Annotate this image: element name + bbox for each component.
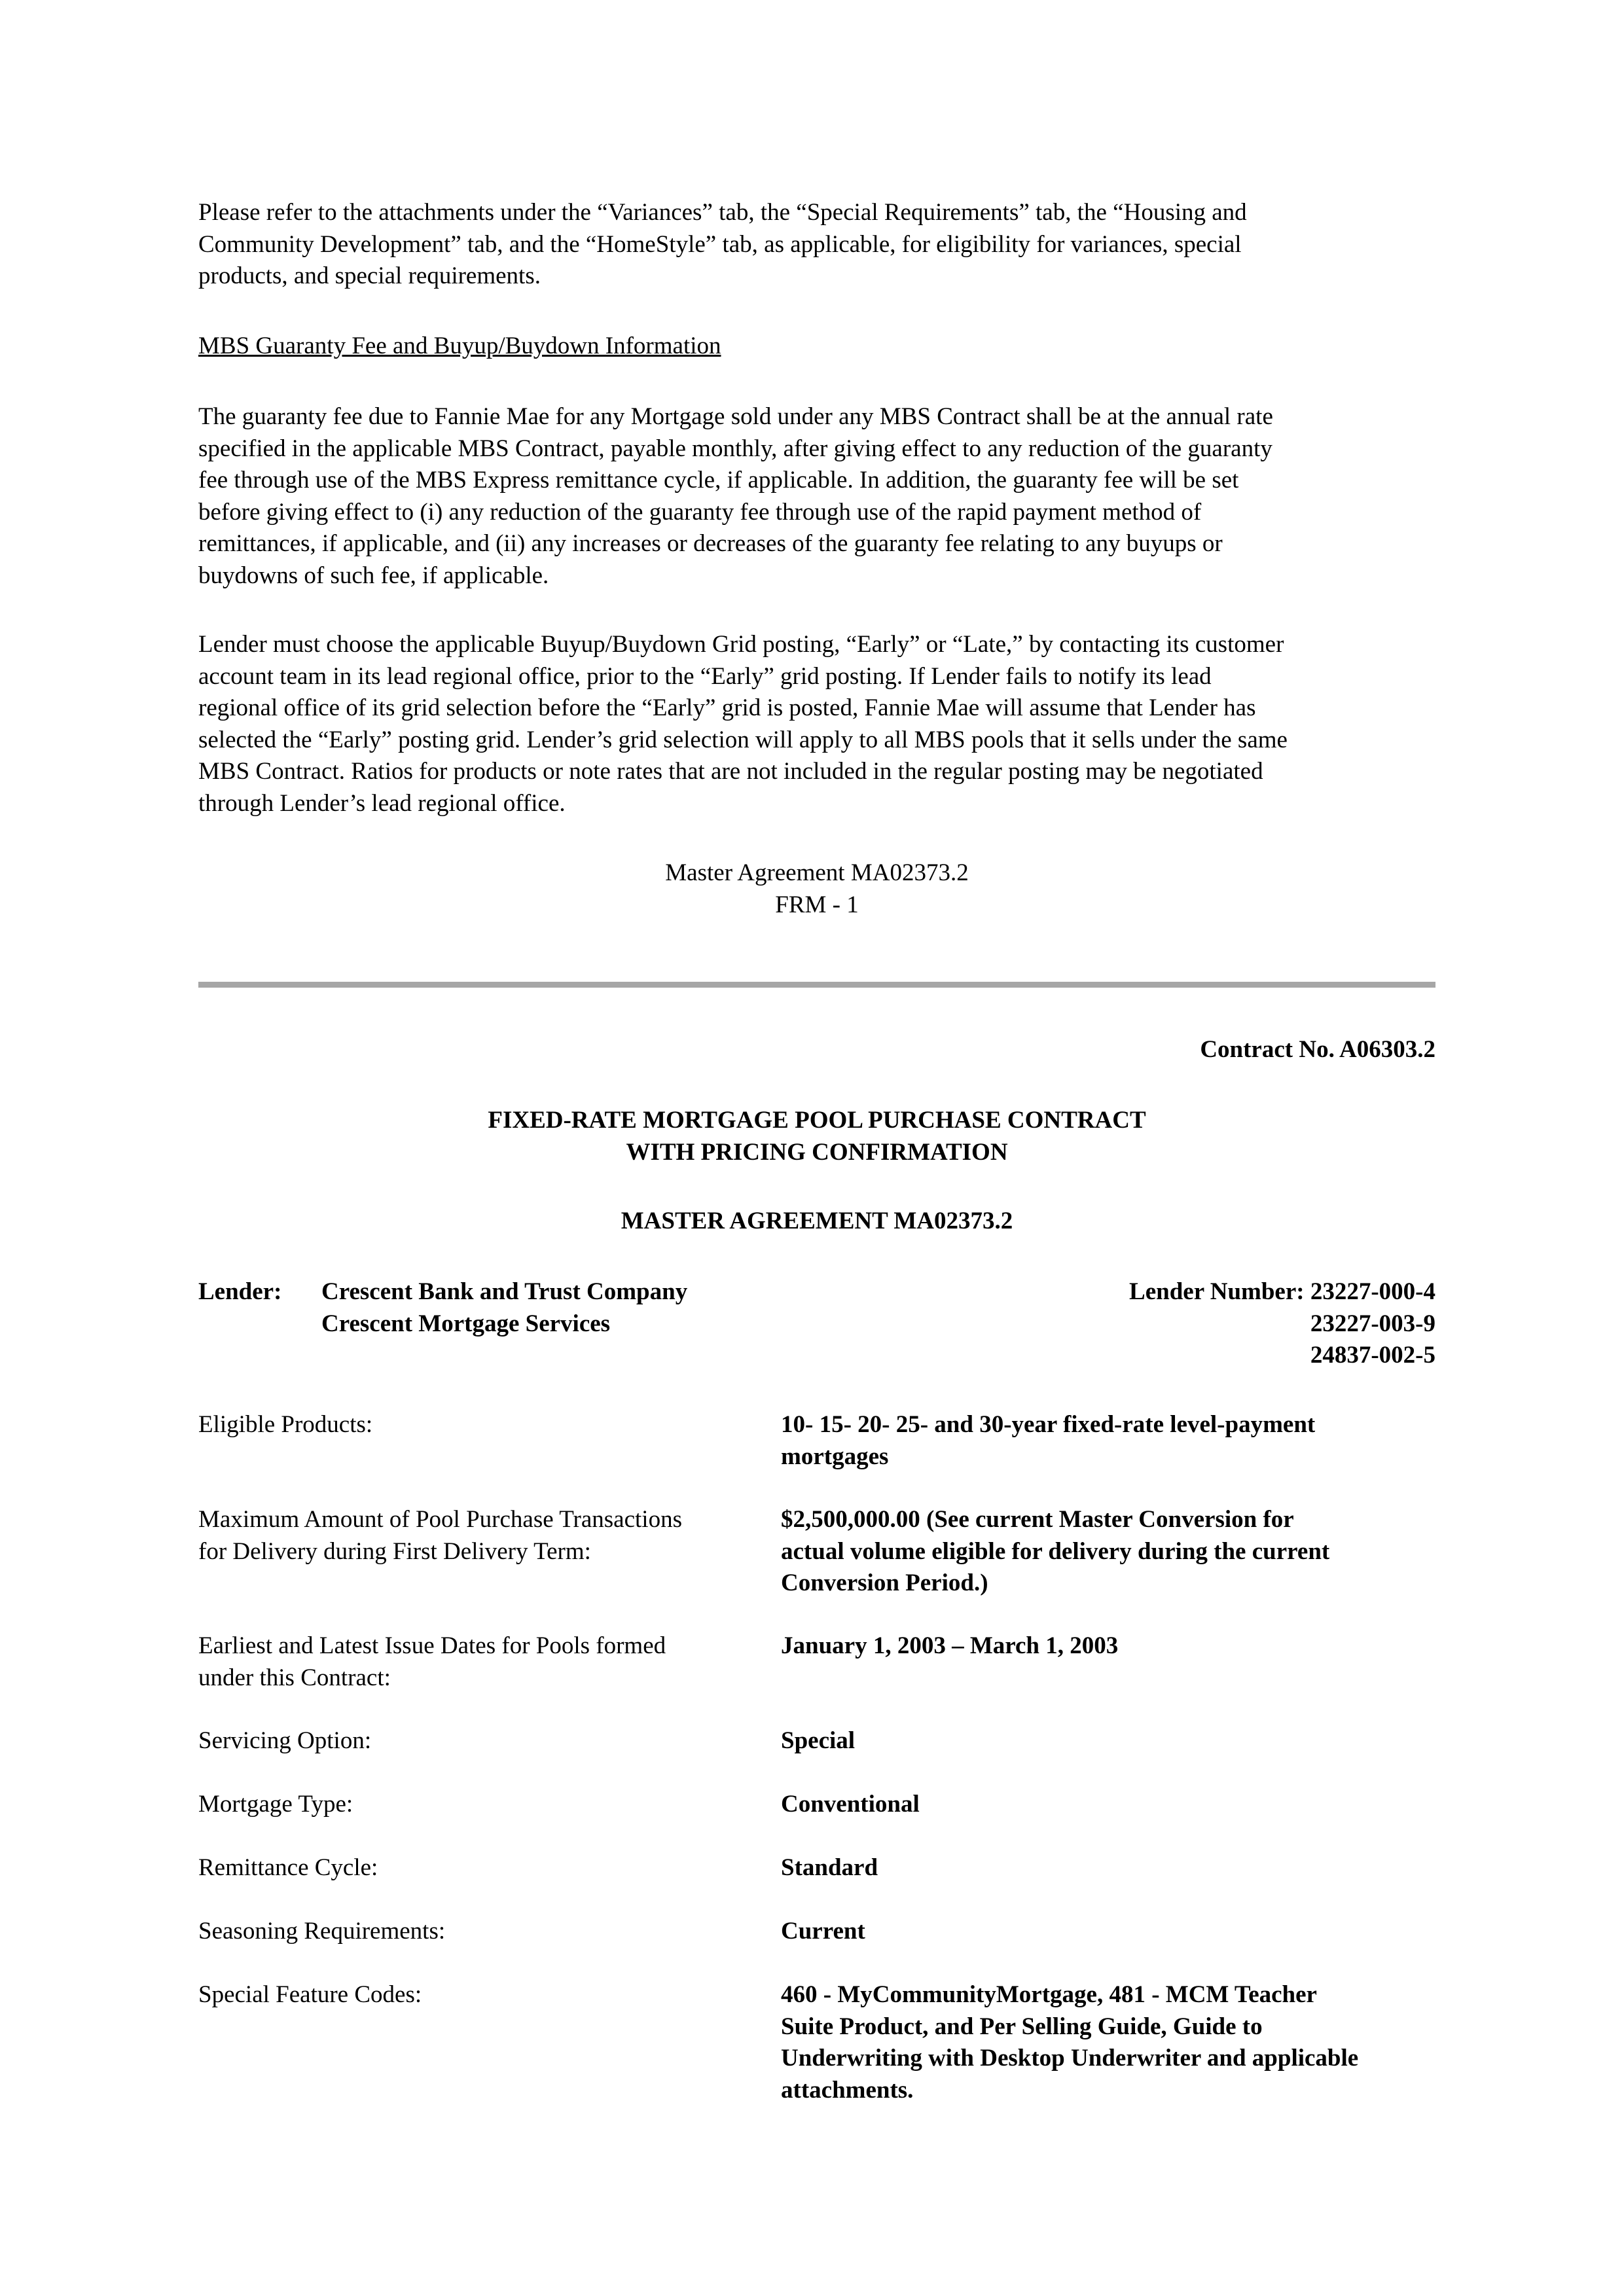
grid-paragraph bbox=[198, 629, 1442, 819]
intro-line: Please refer to the attachments under the “Variances” tab, the “Special Requirements” tab, the “Housing and bbox=[198, 199, 1247, 226]
lender-number: Lender Number: 23227-000-4 bbox=[1129, 1278, 1435, 1305]
lender-names bbox=[321, 1276, 687, 1340]
grid-line: selected the “Early” posting grid. Lender’s grid selection will apply to all MBS pools that it sells under the same bbox=[198, 726, 1288, 753]
grid-line: regional office of its grid selection before the “Early” grid is posted, Fannie Mae will assume that Lender has bbox=[198, 694, 1256, 721]
term-label bbox=[198, 1916, 774, 1948]
term-value-line: 10- 15- 20- 25- and 30-year fixed-rate level-payment bbox=[781, 1411, 1316, 1438]
lender-numbers bbox=[851, 1276, 1435, 1372]
term-label bbox=[198, 1725, 774, 1757]
term-label bbox=[198, 1979, 774, 2011]
guaranty-line: before giving effect to (i) any reduction of the guaranty fee through use of the rapid payment method of bbox=[198, 498, 1202, 526]
guaranty-line: fee through use of the MBS Express remittance cycle, if applicable. In addition, the guaranty fee will be set bbox=[198, 467, 1239, 493]
term-value bbox=[781, 1409, 1442, 1473]
term-value bbox=[781, 1979, 1442, 2106]
guaranty-line: The guaranty fee due to Fannie Mae for any Mortgage sold under any MBS Contract shall be at the annual rate bbox=[198, 403, 1273, 430]
term-label bbox=[198, 1409, 774, 1441]
footer-agreement: Master Agreement MA02373.2 bbox=[665, 859, 969, 886]
guaranty-heading: MBS Guaranty Fee and Buyup/Buydown Information bbox=[198, 332, 721, 359]
grid-line: MBS Contract. Ratios for products or note rates that are not included in the regular posting may be negotiated bbox=[198, 758, 1263, 785]
master-agreement-title: MASTER AGREEMENT MA02373.2 bbox=[621, 1208, 1013, 1234]
lender-name: Crescent Bank and Trust Company bbox=[321, 1278, 688, 1305]
term-value-line: Suite Product, and Per Selling Guide, Guide to bbox=[781, 2013, 1263, 2040]
term-value-line: Special bbox=[781, 1727, 856, 1754]
contract-number: Contract No. A06303.2 bbox=[1200, 1036, 1435, 1063]
lender-number: 24837-002-5 bbox=[1310, 1342, 1435, 1369]
lender-name: Crescent Mortgage Services bbox=[321, 1310, 611, 1337]
title-line: FIXED-RATE MORTGAGE POOL PURCHASE CONTRACT bbox=[488, 1107, 1146, 1134]
contract-title bbox=[198, 1105, 1435, 1168]
term-label bbox=[198, 1852, 774, 1884]
term-value bbox=[781, 1504, 1442, 1600]
grid-line: account team in its lead regional office, prior to the “Early” grid posting. If Lender fails to notify its lead bbox=[198, 662, 1212, 690]
term-label-line: for Delivery during First Delivery Term: bbox=[198, 1537, 591, 1565]
term-value-line: $2,500,000.00 (See current Master Conversion for bbox=[781, 1506, 1294, 1533]
term-value bbox=[781, 1852, 1442, 1884]
guaranty-line: specified in the applicable MBS Contract, payable monthly, after giving effect to any reduction of the guaranty bbox=[198, 435, 1272, 462]
lender-label: Lender: bbox=[198, 1278, 282, 1305]
term-label-line: Mortgage Type: bbox=[198, 1791, 353, 1818]
intro-line: products, and special requirements. bbox=[198, 262, 541, 289]
footer-page-number: FRM - 1 bbox=[775, 891, 859, 918]
term-value-line: Standard bbox=[781, 1854, 878, 1881]
term-label-line: Remittance Cycle: bbox=[198, 1854, 378, 1881]
term-label bbox=[198, 1630, 774, 1694]
term-value bbox=[781, 1916, 1442, 1948]
term-value-line: Conventional bbox=[781, 1791, 920, 1818]
term-label-line: Maximum Amount of Pool Purchase Transactions bbox=[198, 1506, 682, 1533]
intro-line: Community Development” tab, and the “HomeStyle” tab, as applicable, for eligibility for variances, special bbox=[198, 230, 1242, 258]
guaranty-line: remittances, if applicable, and (ii) any increases or decreases of the guaranty fee relating to any buyups or bbox=[198, 530, 1223, 557]
term-label-line: Eligible Products: bbox=[198, 1411, 373, 1438]
term-value-line: mortgages bbox=[781, 1443, 889, 1470]
grid-line: Lender must choose the applicable Buyup/Buydown Grid posting, “Early” or “Late,” by contacting its customer bbox=[198, 631, 1284, 658]
term-value bbox=[781, 1789, 1442, 1821]
term-label-line: under this Contract: bbox=[198, 1664, 391, 1691]
term-value-line: Conversion Period.) bbox=[781, 1570, 988, 1596]
page-divider bbox=[198, 982, 1435, 988]
lender-number: 23227-003-9 bbox=[1310, 1310, 1435, 1337]
term-label-line: Earliest and Latest Issue Dates for Pools formed bbox=[198, 1632, 666, 1659]
term-value-line: 460 - MyCommunityMortgage, 481 - MCM Teacher bbox=[781, 1981, 1317, 2008]
grid-line: through Lender’s lead regional office. bbox=[198, 789, 566, 817]
term-value-line: attachments. bbox=[781, 2076, 914, 2104]
guaranty-line: buydowns of such fee, if applicable. bbox=[198, 562, 549, 589]
term-label-line: Special Feature Codes: bbox=[198, 1981, 422, 2008]
title-line: WITH PRICING CONFIRMATION bbox=[626, 1138, 1008, 1166]
guaranty-paragraph bbox=[198, 401, 1442, 592]
term-label-line: Seasoning Requirements: bbox=[198, 1918, 446, 1945]
page-footer bbox=[198, 857, 1435, 921]
term-value-line: Current bbox=[781, 1918, 865, 1945]
term-label bbox=[198, 1789, 774, 1821]
intro-paragraph bbox=[198, 197, 1442, 293]
term-value bbox=[781, 1630, 1442, 1662]
term-value-line: January 1, 2003 – March 1, 2003 bbox=[781, 1632, 1119, 1659]
term-label bbox=[198, 1504, 774, 1568]
term-value bbox=[781, 1725, 1442, 1757]
term-value-line: actual volume eligible for delivery during the current bbox=[781, 1537, 1330, 1565]
term-label-line: Servicing Option: bbox=[198, 1727, 372, 1754]
term-value-line: Underwriting with Desktop Underwriter and applicable bbox=[781, 2045, 1359, 2072]
